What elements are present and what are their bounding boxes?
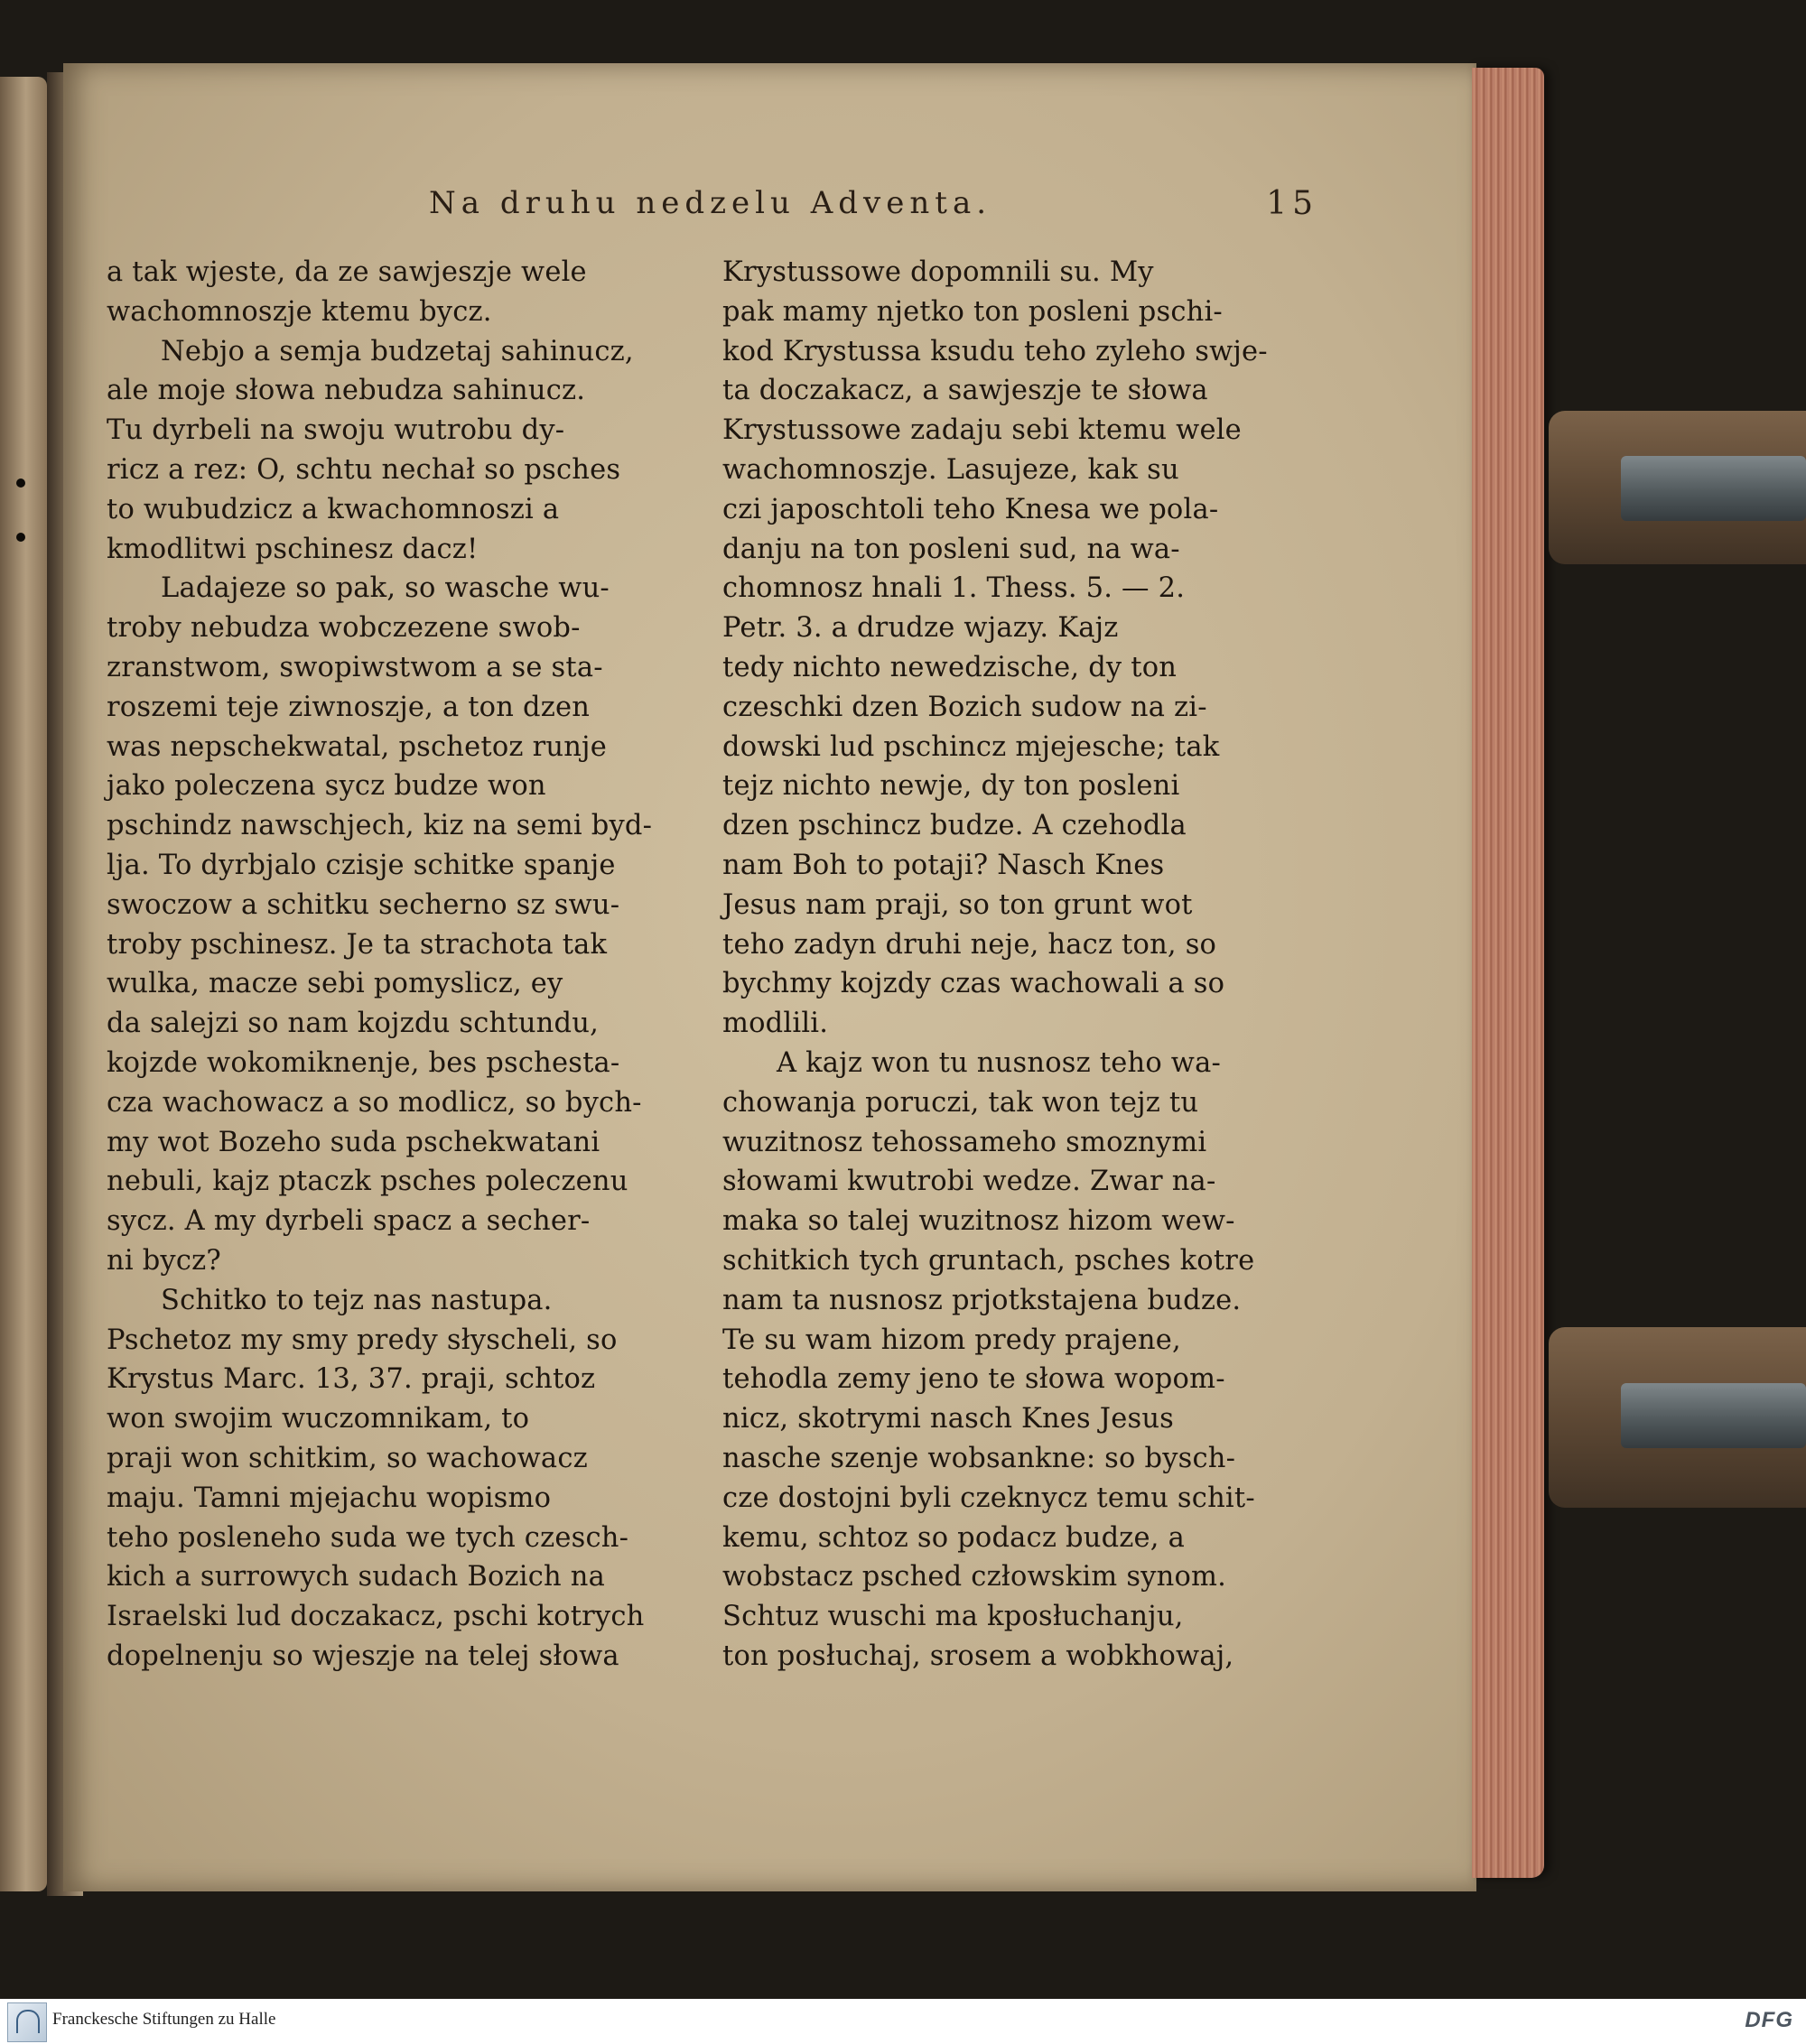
text-column-left [107,253,698,1677]
text-line: ton posłuchaj, srosem a wobkhowaj, [722,1640,1234,1672]
text-line: tedy nichto newedzische, dy ton [722,651,1178,683]
text-line: modlili. [722,1008,829,1040]
text-line: zranstwom, swopiwstwom a se sta- [107,651,603,683]
text-line: Israelski lud doczakacz, pschi kotrych [107,1601,645,1633]
clasp-metal-plate [1621,456,1806,521]
margin-mark [16,533,25,542]
text-line: Te su wam hizom predy prajene, [722,1324,1181,1356]
text-line: dopelnenju so wjeszje na telej słowa [107,1640,619,1672]
text-line: nicz, skotrymi nasch Knes Jesus [722,1403,1175,1435]
text-line: maka so talej wuzitnosz hizom wew- [722,1205,1235,1238]
text-line: ni bycz? [107,1244,221,1277]
text-line: Schtuz wuschi ma kposłuchanju, [722,1601,1184,1633]
text-line: wulka, macze sebi pomyslicz, ey [107,968,563,1000]
text-line: swoczow a schitku secherno sz swu- [107,888,620,921]
text-line: a tak wjeste, da ze sawjeszje wele [107,256,587,288]
text-line: Jesus nam praji, so ton grunt wot [722,888,1193,921]
text-line: pschindz nawschjech, kiz na semi byd- [107,810,653,842]
text-line: chowanja poruczi, tak won tejz tu [722,1086,1199,1119]
text-line: kojzde wokomiknenje, bes pschesta- [107,1046,620,1079]
running-head [429,185,1318,239]
text-line: Schitko to tejz nas nastupa. [161,1284,553,1316]
text-line: lja. To dyrbjalo czisje schitke spanje [107,849,616,881]
text-line: schitkich tych gruntach, psches kotre [722,1244,1255,1277]
text-line: wobstacz psched człowskim synom. [722,1561,1227,1593]
institution-name: Franckesche Stiftungen zu Halle [52,2010,276,2029]
book-clasp-top [1549,411,1806,564]
text-line: Tu dyrbeli na swoju wutrobu dy- [107,414,565,447]
text-line: cza wachowacz a so modlicz, so bych- [107,1086,642,1119]
text-line: pak mamy njetko ton posleni pschi- [722,295,1223,328]
text-line: nam Boh to potaji? Nasch Knes [722,849,1165,881]
text-line: dowski lud pschincz mjejesche; tak [722,730,1220,763]
text-line: Krystussowe zadaju sebi ktemu wele [722,414,1242,447]
text-line: tejz nichto newje, dy ton posleni [722,770,1180,803]
text-line: was nepschekwatal, pschetoz runje [107,730,607,763]
text-line: wuzitnosz tehossameho smoznymi [722,1126,1207,1158]
text-line: tehodla zemy jeno te słowa wopom- [722,1363,1225,1396]
text-line: teho zadyn druhi neje, hacz ton, so [722,928,1217,961]
text-line: to wubudzicz a kwachomnoszi a [107,493,560,525]
text-line: czi japoschtoli teho Knesa we pola- [722,493,1219,525]
margin-mark [16,478,25,488]
dfg-logo: DFG [1745,2008,1793,2032]
page-number: 15 [1266,185,1318,222]
text-line: da salejzi so nam kojzdu schtundu, [107,1008,599,1040]
text-line: jako poleczena sycz budze won [107,770,546,803]
text-line: dzen pschincz budze. A czehodla [722,810,1187,842]
text-line: Pschetoz my smy predy słyscheli, so [107,1324,618,1356]
left-page-edge [0,77,47,1891]
text-line: won swojim wuczomnikam, to [107,1403,530,1435]
text-line: ricz a rez: O, schtu nechał so psches [107,453,621,486]
text-line: danju na ton posleni sud, na wa- [722,533,1180,565]
text-line: praji won schitkim, so wachowacz [107,1442,588,1474]
text-line: wachomnoszje ktemu bycz. [107,295,492,328]
page-fore-edge [1472,68,1544,1878]
running-head-title: Na druhu nedzelu Adventa. [429,185,992,221]
text-line: my wot Bozeho suda pschekwatani [107,1126,600,1158]
footer-bar [0,1999,1806,2044]
text-line: nam ta nusnosz prjotkstajena budze. [722,1284,1242,1316]
text-line: ta doczakacz, a sawjeszje te słowa [722,375,1208,407]
book-clasp-bottom [1549,1327,1806,1508]
text-line: Krystus Marc. 13, 37. praji, schtoz [107,1363,596,1396]
text-line: nasche szenje wobsankne: so bysch- [722,1442,1236,1474]
institution-logo-icon [7,2002,47,2042]
text-line: czeschki dzen Bozich sudow na zi- [722,691,1207,723]
text-line: A kajz won tu nusnosz teho wa- [777,1046,1221,1079]
text-line: kmodlitwi pschinesz dacz! [107,533,479,565]
text-line: troby pschinesz. Je ta strachota tak [107,928,608,961]
text-line: Nebjo a semja budzetaj sahinucz, [161,335,634,367]
text-line: ale moje słowa nebudza sahinucz. [107,375,586,407]
text-line: teho posleneho suda we tych czesch- [107,1521,629,1554]
text-line: wachomnoszje. Lasujeze, kak su [722,453,1179,486]
text-line: bychmy kojzdy czas wachowali a so [722,968,1225,1000]
text-column-right [722,253,1314,1677]
text-line: roszemi teje ziwnoszje, a ton dzen [107,691,591,723]
text-line: Petr. 3. a drudze wjazy. Kajz [722,612,1119,645]
text-line: troby nebudza wobczezene swob- [107,612,581,645]
text-line: chomnosz hnali 1. Thess. 5. — 2. [722,572,1186,605]
text-line: maju. Tamni mjejachu wopismo [107,1482,552,1514]
text-line: kod Krystussa ksudu teho zyleho swje- [722,335,1268,367]
text-line: cze dostojni byli czeknycz temu schit- [722,1482,1255,1514]
text-line: słowami kwutrobi wedze. Zwar na- [722,1166,1216,1198]
text-line: Krystussowe dopomnili su. My [722,256,1154,288]
text-line: kemu, schtoz so podacz budze, a [722,1521,1185,1554]
text-line: kich a surrowych sudach Bozich na [107,1561,605,1593]
text-line: sycz. A my dyrbeli spacz a secher- [107,1205,591,1238]
text-line: Ladajeze so pak, so wasche wu- [161,572,610,605]
text-line: nebuli, kajz ptaczk psches poleczenu [107,1166,628,1198]
clasp-metal-plate [1621,1383,1806,1448]
